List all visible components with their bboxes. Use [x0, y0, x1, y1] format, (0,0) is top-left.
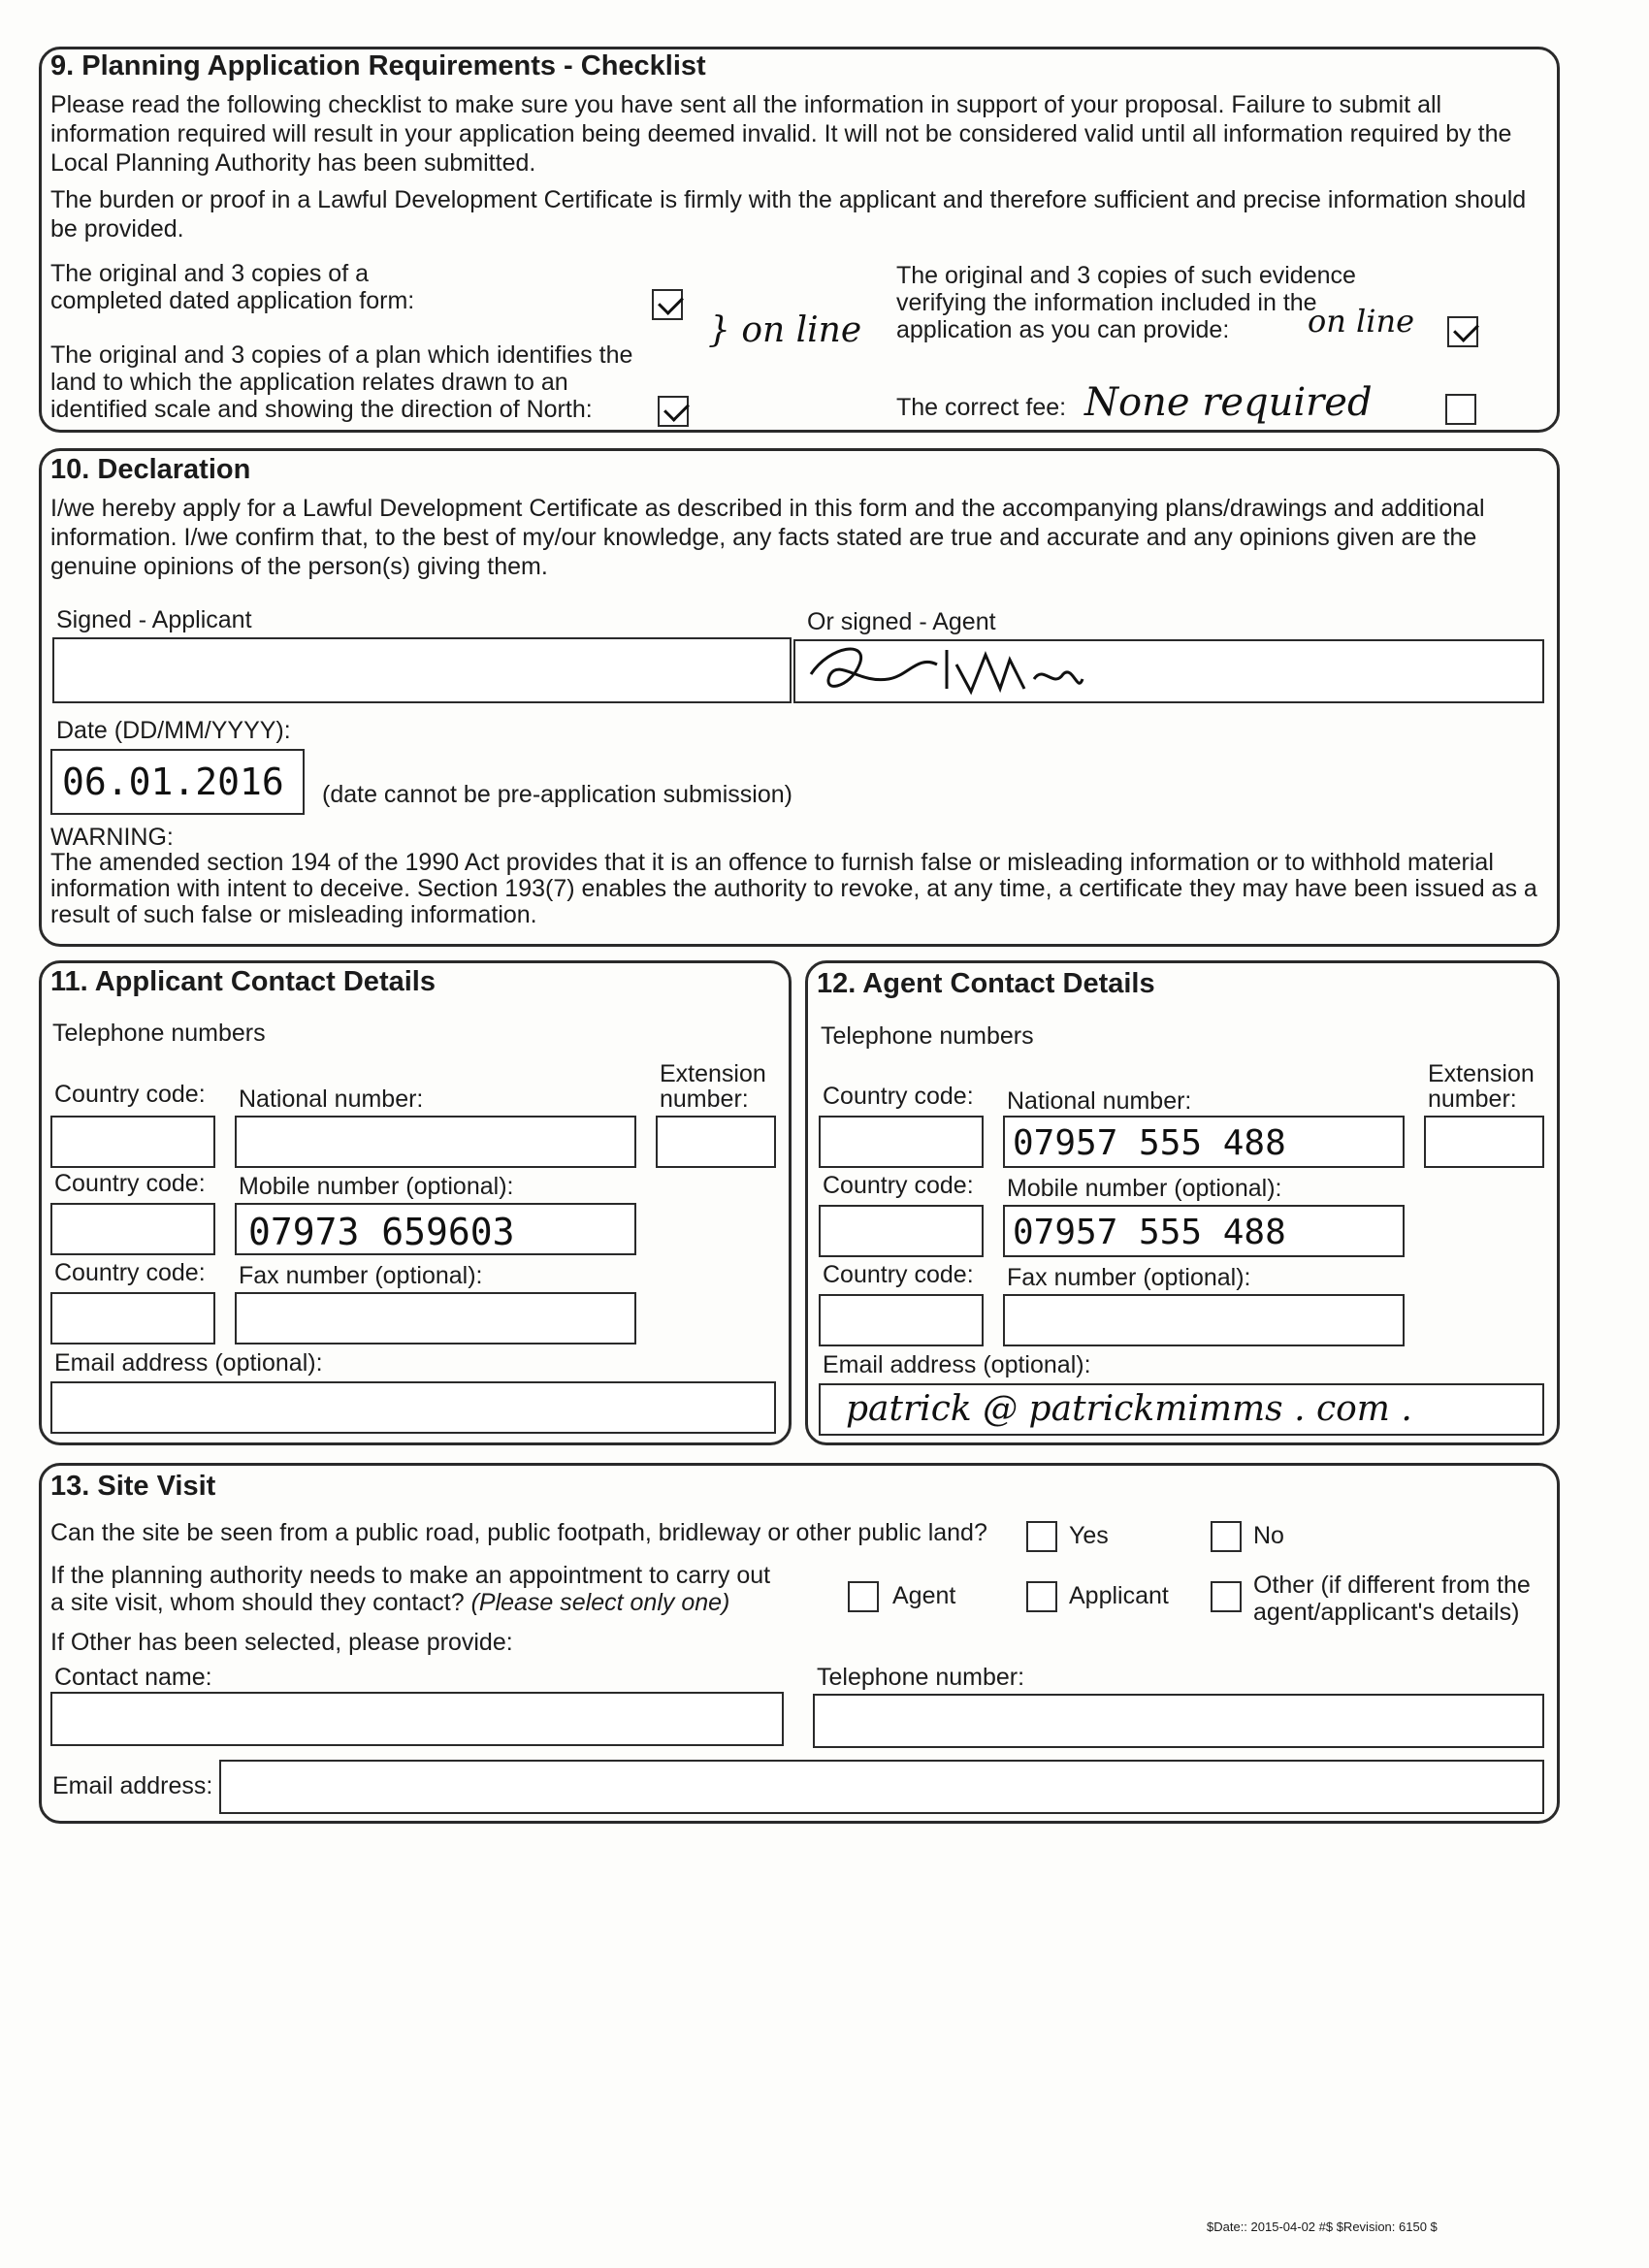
checkbox-no[interactable] — [1211, 1521, 1242, 1552]
site-visible-question: Can the site be seen from a public road, public footpath, bridleway or other public land? — [50, 1519, 987, 1546]
agent-country-code-label: Country code: — [823, 1083, 974, 1110]
telephone-number-label: Telephone number: — [817, 1664, 1025, 1691]
applicant-country-code-label-3: Country code: — [54, 1259, 206, 1286]
checklist-item-plan: The original and 3 copies of a plan which identifies the land to which the application relates drawn to an identified scale and showing the direction of North: — [50, 341, 633, 423]
handwritten-online-right: on line — [1308, 303, 1415, 340]
yes-label: Yes — [1069, 1522, 1109, 1549]
checklist-intro: Please read the following checklist to make sure you have sent all the information in support of your proposal. Failure to submit all information required will result in your application being deemed invalid. It will not be considered valid until all information required by the Local Planning Authority has been submitted. — [50, 91, 1512, 177]
agent-email-label: Email address (optional): — [823, 1351, 1091, 1378]
applicant-national-label: National number: — [239, 1085, 424, 1113]
checkbox-yes[interactable] — [1026, 1521, 1057, 1552]
agent-mobile-field[interactable] — [1003, 1205, 1405, 1257]
agent-email-value: patrick @ patrickmimms . com . — [846, 1389, 1412, 1429]
section-9-title: 9. Planning Application Requirements - Checklist — [50, 50, 706, 81]
section-10-title: 10. Declaration — [50, 454, 251, 485]
checkbox-applicant[interactable] — [1026, 1581, 1057, 1612]
signed-applicant-label: Signed - Applicant — [56, 606, 252, 633]
applicant-fax-field[interactable] — [235, 1292, 636, 1345]
section-13-title: 13. Site Visit — [50, 1471, 216, 1502]
agent-mobile-label: Mobile number (optional): — [1007, 1175, 1282, 1202]
if-other-label: If Other has been selected, please provide: — [50, 1629, 513, 1656]
applicant-country-code-label: Country code: — [54, 1081, 206, 1108]
contact-name-field[interactable] — [50, 1692, 784, 1746]
applicant-country-code-field-3[interactable] — [50, 1292, 215, 1345]
email-address-label: Email address: — [52, 1772, 213, 1799]
checklist-burden-note: The burden or proof in a Lawful Development Certificate is firmly with the applicant and therefore sufficient and precise information should be provided. — [50, 186, 1527, 243]
agent-country-code-field-1[interactable] — [819, 1116, 984, 1168]
agent-national-label: National number: — [1007, 1087, 1192, 1115]
applicant-country-code-field-1[interactable] — [50, 1116, 215, 1168]
applicant-email-label: Email address (optional): — [54, 1349, 323, 1377]
applicant-fax-label: Fax number (optional): — [239, 1262, 483, 1289]
telephone-number-field[interactable] — [813, 1694, 1544, 1748]
agent-option-label: Agent — [892, 1582, 956, 1609]
no-label: No — [1253, 1522, 1284, 1549]
other-option-label: Other (if different from the agent/applicant's details) — [1253, 1571, 1531, 1626]
handwritten-fee-note: None required — [1084, 380, 1373, 425]
email-address-field[interactable] — [219, 1760, 1544, 1814]
agent-telephone-heading: Telephone numbers — [821, 1022, 1034, 1050]
signed-agent-field[interactable] — [793, 639, 1544, 703]
agent-national-value: 07957 555 488 — [1013, 1123, 1286, 1163]
agent-mobile-value: 07957 555 488 — [1013, 1213, 1286, 1252]
declaration-text: I/we hereby apply for a Lawful Development Certificate as described in this form and the accompanying plans/drawings and additional information. I/we confirm that, to the best of my/our knowledge, any facts stated are true and accurate and any opinions given are the genuine opinions of the person(s) giving them. — [50, 495, 1485, 580]
site-visit-question-note: (Please select only one) — [470, 1589, 730, 1616]
contact-name-label: Contact name: — [54, 1664, 212, 1691]
applicant-mobile-label: Mobile number (optional): — [239, 1173, 514, 1200]
applicant-national-number-field[interactable] — [235, 1116, 636, 1168]
signed-agent-label: Or signed - Agent — [807, 608, 996, 635]
date-note: (date cannot be pre-application submission) — [322, 781, 792, 808]
applicant-mobile-field[interactable] — [235, 1203, 636, 1255]
checkbox-other[interactable] — [1211, 1581, 1242, 1612]
checkbox-agent[interactable] — [848, 1581, 879, 1612]
applicant-country-code-label-2: Country code: — [54, 1170, 206, 1197]
warning-text: The amended section 194 of the 1990 Act provides that it is an offence to furnish false or misleading information or to withhold material information with intent to deceive. Section 193(7) enables the authority to revoke, at any time, a certificate they may have been issued as a result of such false or misleading information. — [50, 849, 1537, 928]
checkbox-plan[interactable] — [658, 396, 689, 427]
warning-title: WARNING: — [50, 824, 174, 851]
checklist-item-application-form: The original and 3 copies of a completed dated application form: — [50, 260, 415, 314]
applicant-extension-label: Extension number: — [660, 1060, 766, 1113]
handwritten-online-left: } on line — [708, 310, 862, 350]
agent-country-code-label-3: Country code: — [823, 1261, 974, 1288]
applicant-mobile-value: 07973 659603 — [248, 1211, 515, 1253]
revision-footer: $Date:: 2015-04-02 #$ $Revision: 6150 $ — [1207, 2219, 1438, 2234]
applicant-telephone-heading: Telephone numbers — [52, 1020, 266, 1047]
agent-signature — [801, 635, 1092, 703]
agent-country-code-field-2[interactable] — [819, 1205, 984, 1257]
section-12-title: 12. Agent Contact Details — [817, 968, 1155, 999]
applicant-email-field[interactable] — [50, 1381, 776, 1434]
agent-email-field[interactable] — [819, 1383, 1544, 1436]
applicant-option-label: Applicant — [1069, 1582, 1169, 1609]
date-label: Date (DD/MM/YYYY): — [56, 717, 291, 744]
date-value: 06.01.2016 — [62, 761, 284, 803]
agent-fax-field[interactable] — [1003, 1294, 1405, 1346]
applicant-extension-field[interactable] — [656, 1116, 776, 1168]
agent-national-number-field[interactable] — [1003, 1116, 1405, 1168]
agent-country-code-field-3[interactable] — [819, 1294, 984, 1346]
agent-extension-label: Extension number: — [1428, 1060, 1535, 1113]
section-11-title: 11. Applicant Contact Details — [50, 966, 436, 997]
site-visit-contact-question — [50, 1562, 788, 1616]
site-visit-question-text: If the planning authority needs to make an appointment to carry out a site visit, whom should they contact? — [50, 1562, 771, 1616]
checkbox-application-form[interactable] — [652, 289, 683, 320]
checklist-item-fee: The correct fee: — [896, 394, 1067, 421]
checkbox-fee[interactable] — [1445, 394, 1476, 425]
applicant-country-code-field-2[interactable] — [50, 1203, 215, 1255]
date-field[interactable] — [50, 749, 305, 815]
signed-applicant-field[interactable] — [52, 637, 792, 703]
agent-country-code-label-2: Country code: — [823, 1172, 974, 1199]
checkbox-evidence[interactable] — [1447, 316, 1478, 347]
agent-extension-field[interactable] — [1424, 1116, 1544, 1168]
agent-fax-label: Fax number (optional): — [1007, 1264, 1251, 1291]
checklist-item-evidence: The original and 3 copies of such evidence verifying the information included in the application as you can provide: — [896, 262, 1356, 343]
